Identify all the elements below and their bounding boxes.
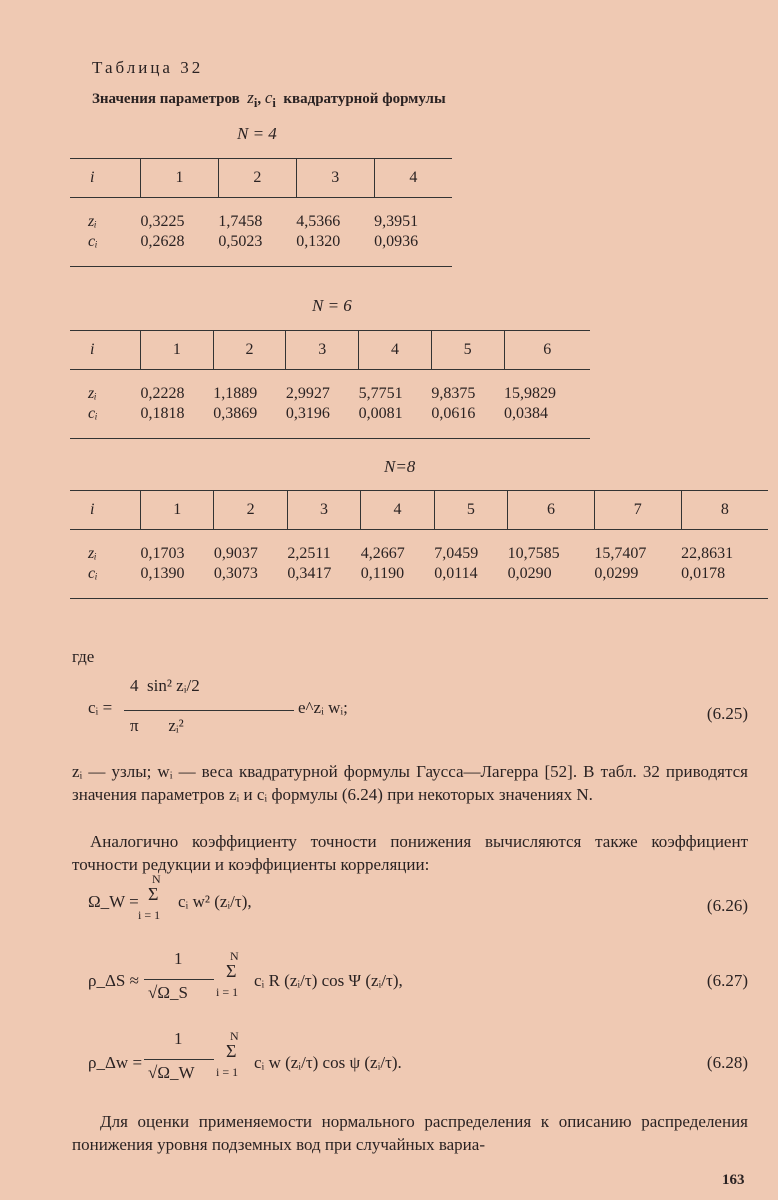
table-cell: 0,3073 xyxy=(213,565,258,582)
eq625-tail: e^zᵢ wᵢ; xyxy=(298,698,348,717)
page-number: 163 xyxy=(722,1172,745,1188)
eq625-number: (6.25) xyxy=(706,704,748,723)
eq628-sum: Σ xyxy=(226,1041,237,1061)
table-row xyxy=(70,232,452,252)
equation-6-26 xyxy=(88,872,748,932)
table-cell: 15,7407 xyxy=(594,545,647,562)
eq626-number: (6.26) xyxy=(706,896,748,915)
table-cell xyxy=(508,584,595,599)
table-cell: 0,5023 xyxy=(218,233,263,250)
table-cell: 0,9037 xyxy=(213,545,258,562)
table-cell xyxy=(359,424,432,439)
table-row xyxy=(70,544,768,564)
table-cell xyxy=(213,370,286,385)
table-row xyxy=(70,212,452,232)
row-label-cell xyxy=(70,198,141,213)
table-cell: 2 xyxy=(213,331,286,370)
table-cell xyxy=(594,530,681,545)
table-cell xyxy=(431,424,504,439)
table-header-row xyxy=(70,491,768,530)
table-cell: 0,0114 xyxy=(434,565,478,582)
table-cell xyxy=(681,584,768,599)
table-n4-title: N = 4 xyxy=(237,124,277,143)
table-subtitle: Значения параметров $z_i$, $c_i$ квадратурной формулы xyxy=(92,88,446,110)
table-cell xyxy=(374,252,452,267)
table-cell xyxy=(361,530,434,545)
table-cell xyxy=(213,424,286,439)
table-row xyxy=(70,404,590,424)
table-cell: 1 xyxy=(141,331,214,370)
eq628-bottom: i = 1 xyxy=(216,1065,239,1079)
eq628-denominator: √Ω_W xyxy=(148,1063,195,1082)
eq628-numerator: 1 xyxy=(174,1029,183,1048)
eq627-denominator: √Ω_S xyxy=(148,983,188,1002)
table-row xyxy=(70,370,590,385)
table-cell: 4 xyxy=(359,331,432,370)
table-cell: 1 xyxy=(141,159,219,198)
table-cell: 0,3417 xyxy=(287,565,332,582)
table-row xyxy=(70,530,768,545)
table-cell: 3 xyxy=(296,159,374,198)
subtitle-var-z: z xyxy=(247,88,254,107)
table-row xyxy=(70,584,768,599)
table-cell xyxy=(287,530,360,545)
row-label-cell: zᵢ xyxy=(88,213,97,230)
table-cell: 2 xyxy=(214,491,287,530)
table-caption: Таблица 32 xyxy=(92,58,204,77)
eq625-numerator: 4 sin² zᵢ/2 xyxy=(130,676,200,695)
row-label-cell xyxy=(70,530,141,545)
where-label: где xyxy=(72,647,95,666)
table-cell xyxy=(141,198,219,213)
table-cell: 1,1889 xyxy=(213,385,258,402)
table-cell: 0,0290 xyxy=(507,565,552,582)
table-cell xyxy=(141,584,214,599)
eq626-sum: Σ xyxy=(148,884,159,904)
eq627-number: (6.27) xyxy=(706,971,748,990)
table-cell: 4 xyxy=(361,491,434,530)
table-n8-title: N=8 xyxy=(384,457,416,476)
table-cell xyxy=(141,424,214,439)
table-cell: 0,3225 xyxy=(140,213,185,230)
eq627-lhs: ρ_ΔS ≈ xyxy=(88,971,139,990)
table-cell: 6 xyxy=(504,331,590,370)
table-cell: 0,1320 xyxy=(296,233,341,250)
table-cell xyxy=(218,252,296,267)
row-label-cell: cᵢ xyxy=(88,405,98,422)
table-cell: 0,1703 xyxy=(140,545,185,562)
eq628-lhs: ρ_Δw = xyxy=(88,1053,143,1072)
paragraph-2: Аналогично коэффициенту точности понижения вычисляются также коэффициент точности редукции и коэффициенты корреляции: xyxy=(72,832,748,874)
table-cell xyxy=(508,530,595,545)
row-label-cell xyxy=(70,252,141,267)
eq627-top: N xyxy=(230,949,239,963)
table-cell: 9,8375 xyxy=(431,385,476,402)
table-row xyxy=(70,198,452,213)
paragraph-1: zᵢ — узлы; wᵢ — веса квадратурной формулы Гаусса—Лагерра [52]. В табл. 32 приводятся значения параметров zᵢ и cᵢ формулы (6.24) при некоторых значениях N. xyxy=(72,762,748,804)
table-cell: 0,1390 xyxy=(140,565,185,582)
table-cell: 2,9927 xyxy=(285,385,330,402)
table-cell: 0,2228 xyxy=(140,385,185,402)
equation-6-27 xyxy=(88,945,748,1015)
table-cell: 7,0459 xyxy=(434,545,479,562)
table-cell: 0,1818 xyxy=(140,405,185,422)
table-cell: 4,2667 xyxy=(360,545,405,562)
row-label-cell: i xyxy=(70,159,141,198)
table-cell: 4 xyxy=(374,159,452,198)
table-cell: 0,3869 xyxy=(213,405,258,422)
row-label-cell xyxy=(70,424,141,439)
table-cell xyxy=(286,424,359,439)
table-cell: 2,2511 xyxy=(287,545,331,562)
table-cell xyxy=(359,370,432,385)
table-cell: 0,0299 xyxy=(594,565,639,582)
row-label-cell: cᵢ xyxy=(88,565,98,582)
table-row xyxy=(70,384,590,404)
table-cell: 7 xyxy=(594,491,681,530)
row-label-cell: zᵢ xyxy=(88,385,97,402)
table-cell xyxy=(296,252,374,267)
table-cell xyxy=(374,198,452,213)
eq628-body: cᵢ w (zᵢ/τ) cos ψ (zᵢ/τ). xyxy=(254,1053,402,1072)
eq625-lhs: cᵢ = xyxy=(88,698,113,717)
paragraph-3: Для оценки применяемости нормального распределения к описанию распределения понижения уровня подземных вод при случайных вариа- xyxy=(72,1112,748,1154)
row-label-cell: i xyxy=(70,491,141,530)
row-label-cell xyxy=(70,370,141,385)
table-cell xyxy=(681,530,768,545)
table-cell: 2 xyxy=(218,159,296,198)
table-cell xyxy=(286,370,359,385)
subtitle-prefix: Значения параметров xyxy=(92,91,240,107)
equation-6-28 xyxy=(88,1025,748,1095)
table-cell xyxy=(287,584,360,599)
eq628-number: (6.28) xyxy=(706,1053,748,1072)
table-cell xyxy=(141,252,219,267)
table-cell xyxy=(141,530,214,545)
table-cell xyxy=(504,370,590,385)
table-cell: 3 xyxy=(287,491,360,530)
eq626-bottom: i = 1 xyxy=(138,908,161,922)
table-row xyxy=(70,424,590,439)
table-cell: 8 xyxy=(681,491,768,530)
eq627-body: cᵢ R (zᵢ/τ) cos Ψ (zᵢ/τ), xyxy=(254,971,403,990)
table-cell xyxy=(214,584,287,599)
subtitle-var-c: c xyxy=(264,88,273,107)
table-cell: 15,9829 xyxy=(504,385,557,402)
table-cell: 0,1190 xyxy=(360,565,405,582)
table-cell: 5,7751 xyxy=(358,385,403,402)
table-cell xyxy=(594,584,681,599)
table-cell: 6 xyxy=(508,491,595,530)
eq628-top: N xyxy=(230,1029,239,1043)
table-cell: 0,0384 xyxy=(504,405,549,422)
table-n8 xyxy=(70,490,768,599)
table-cell: 0,2628 xyxy=(140,233,185,250)
eq626-lhs: Ω_W = xyxy=(88,892,139,911)
table-cell xyxy=(361,584,434,599)
table-cell xyxy=(141,370,214,385)
row-label-cell: i xyxy=(70,331,141,370)
eq626-body: cᵢ w² (zᵢ/τ), xyxy=(178,892,252,911)
table-header-row xyxy=(70,159,452,198)
table-cell: 1,7458 xyxy=(218,213,263,230)
table-cell: 10,7585 xyxy=(507,545,560,562)
table-cell: 0,0178 xyxy=(681,565,726,582)
eq625-denominator: π zᵢ² xyxy=(130,716,184,735)
table-cell: 3 xyxy=(286,331,359,370)
table-cell: 0,0616 xyxy=(431,405,476,422)
table-cell: 22,8631 xyxy=(681,545,734,562)
table-cell xyxy=(296,198,374,213)
table-cell xyxy=(504,424,590,439)
table-row xyxy=(70,252,452,267)
equation-6-25 xyxy=(88,676,748,746)
eq626-top: N xyxy=(152,872,161,886)
table-header-row xyxy=(70,331,590,370)
row-label-cell: cᵢ xyxy=(88,233,98,250)
eq627-bottom: i = 1 xyxy=(216,985,239,999)
table-cell: 5 xyxy=(434,491,507,530)
table-cell: 0,0936 xyxy=(374,233,419,250)
table-cell xyxy=(431,370,504,385)
table-cell: 5 xyxy=(431,331,504,370)
table-cell xyxy=(218,198,296,213)
table-cell: 1 xyxy=(141,491,214,530)
row-label-cell: zᵢ xyxy=(88,545,97,562)
table-cell: 4,5366 xyxy=(296,213,341,230)
subtitle-sep: , xyxy=(257,91,262,107)
eq627-numerator: 1 xyxy=(174,949,183,968)
table-cell xyxy=(214,530,287,545)
subtitle-suffix: квадратурной формулы xyxy=(283,91,446,107)
table-n6 xyxy=(70,330,590,439)
table-cell xyxy=(434,530,507,545)
table-cell: 9,3951 xyxy=(374,213,419,230)
table-cell xyxy=(434,584,507,599)
table-n6-title: N = 6 xyxy=(312,296,352,315)
table-n4 xyxy=(70,158,452,267)
row-label-cell xyxy=(70,584,141,599)
table-cell: 0,3196 xyxy=(285,405,330,422)
eq627-sum: Σ xyxy=(226,961,237,981)
table-cell: 0,0081 xyxy=(358,405,403,422)
table-row xyxy=(70,564,768,584)
